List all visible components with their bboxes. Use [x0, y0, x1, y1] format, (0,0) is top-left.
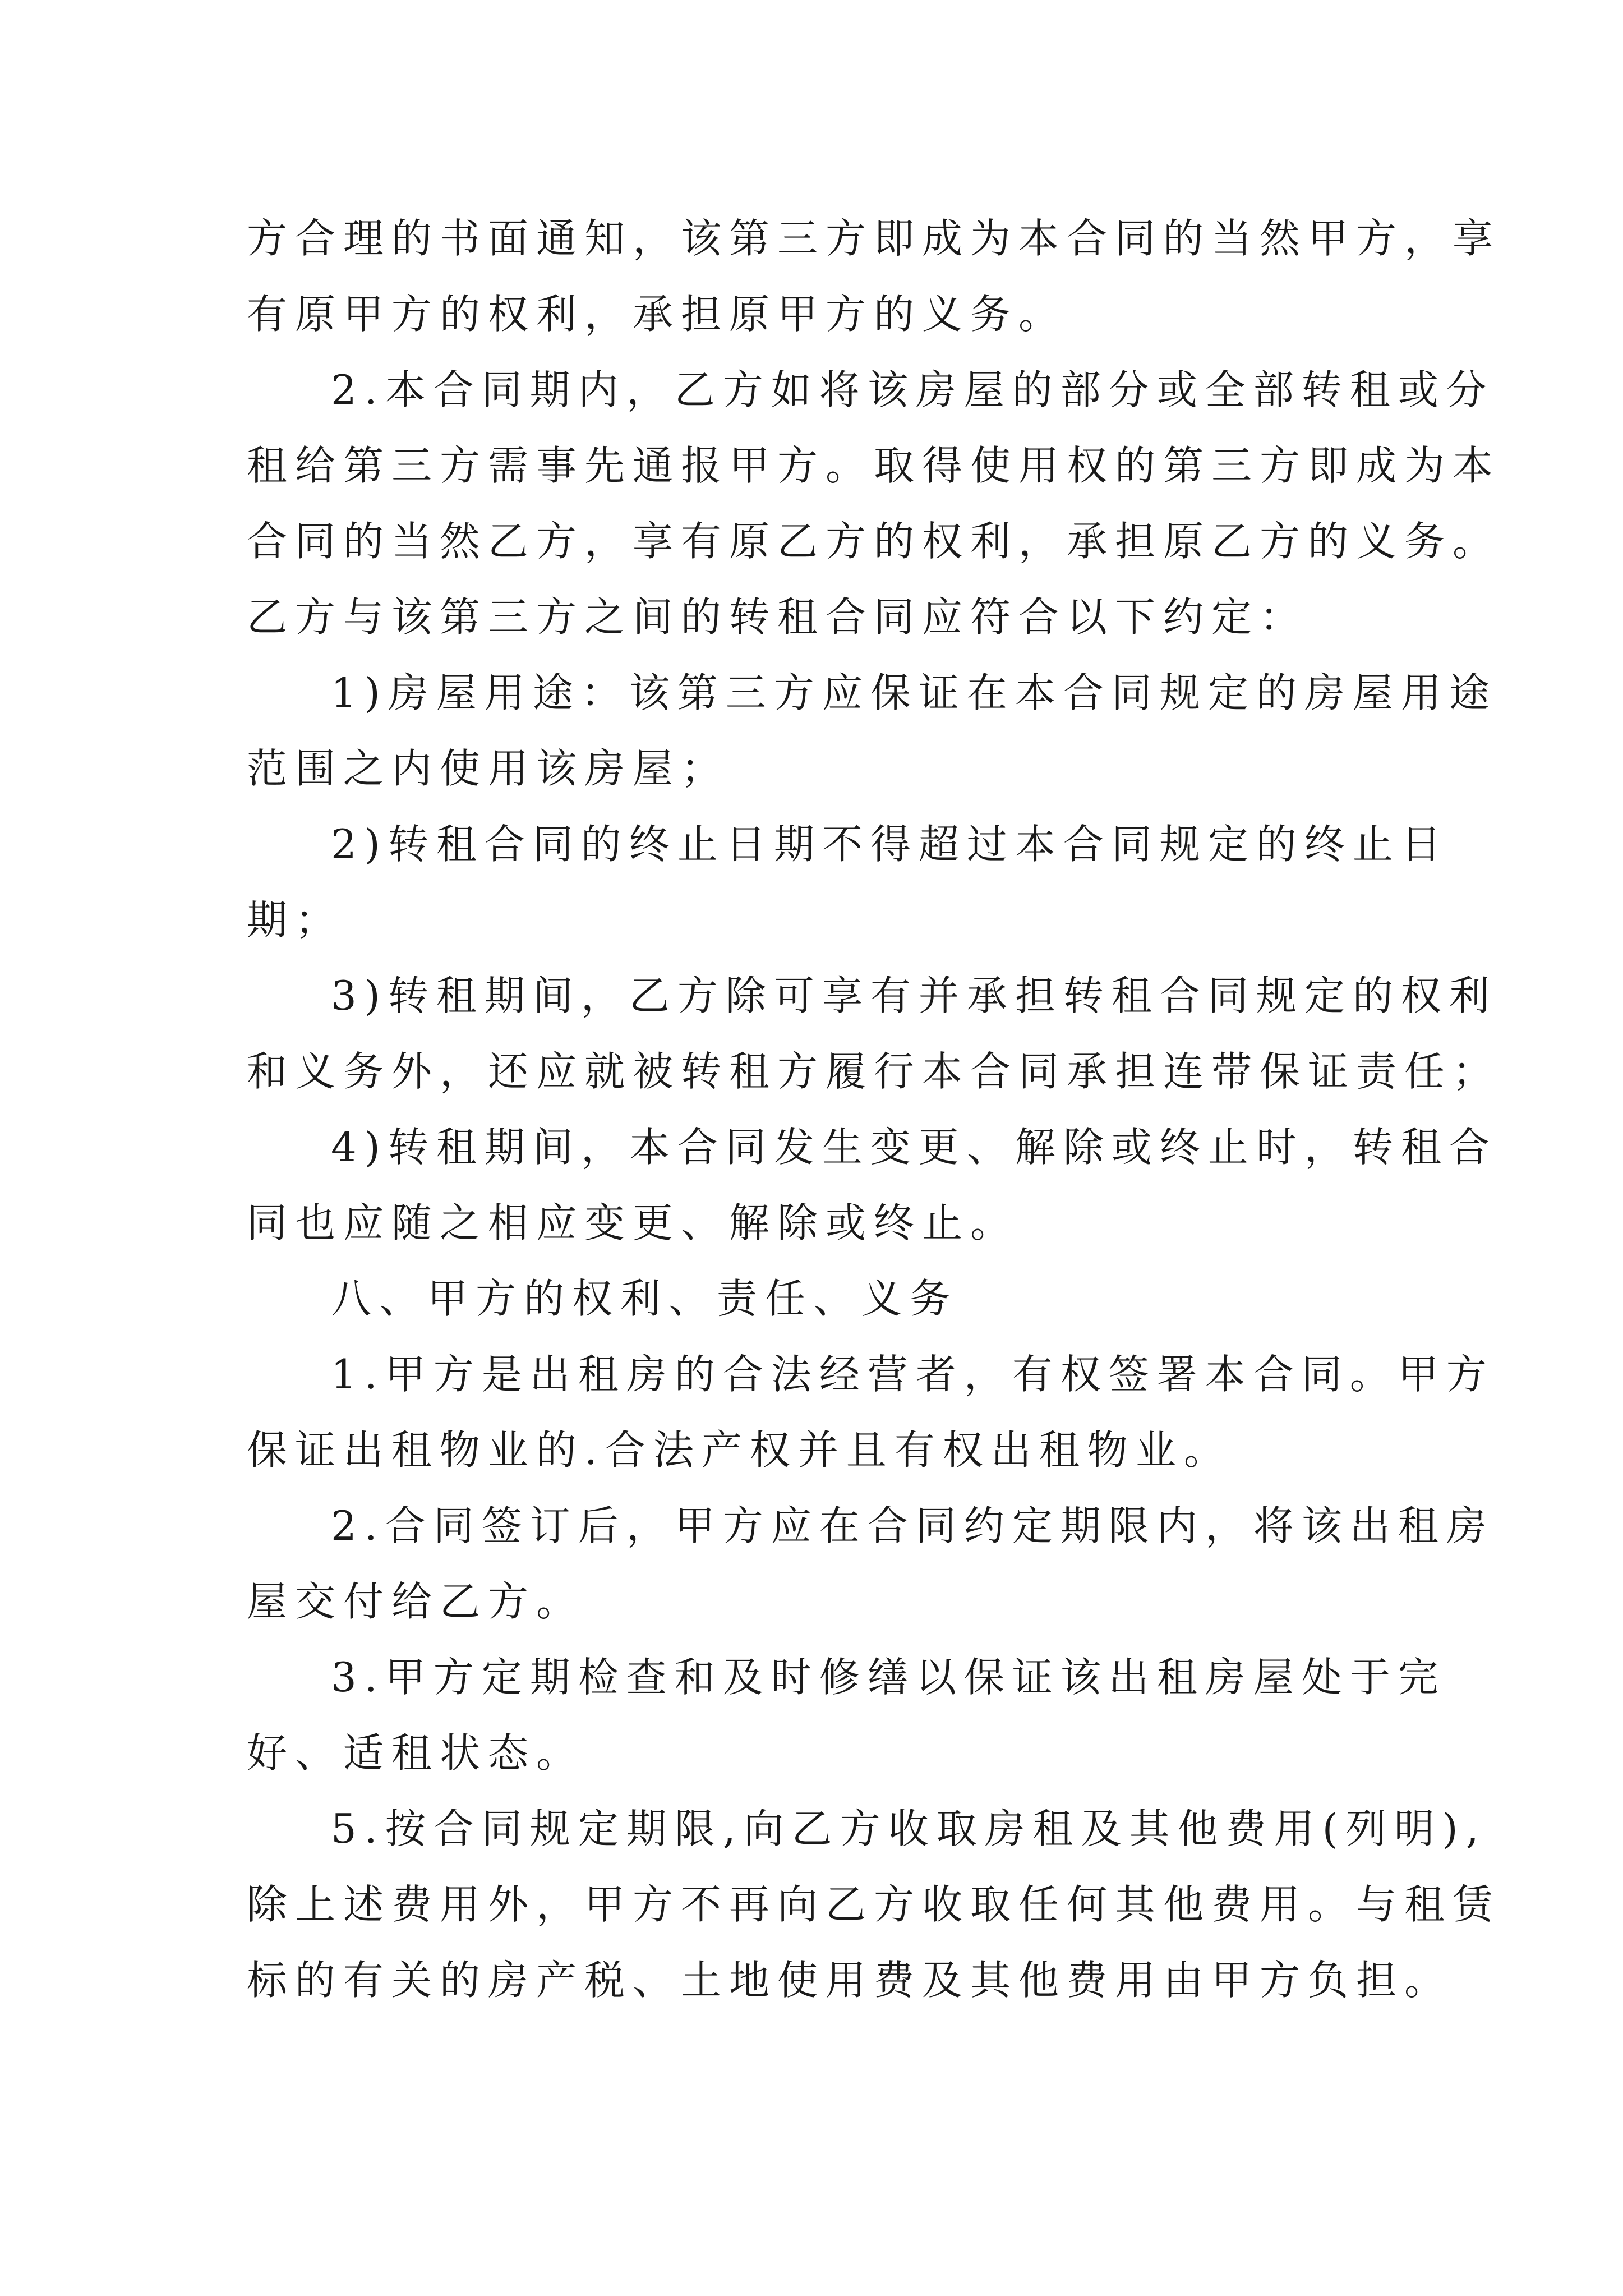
paragraph-start-line: 2.合同签订后，甲方应在合同约定期限内，将该出租房 — [331, 1502, 1495, 1549]
paragraph-start-line: 3.甲方定期检查和及时修缮以保证该出租房屋处于完 — [331, 1654, 1446, 1701]
paragraph-start-line: 2.本合同期内，乙方如将该房屋的部分或全部转租或分 — [331, 366, 1495, 413]
text-line: 租给第三方需事先通报甲方。取得使用权的第三方即成为本 — [247, 442, 1501, 489]
text-line: 屋交付给乙方。 — [247, 1578, 585, 1625]
paragraph-start-line: 1.甲方是出租房的合法经营者，有权签署本合同。甲方 — [331, 1351, 1495, 1398]
text-line: 范围之内使用该房屋； — [247, 745, 730, 792]
text-line: 方合理的书面通知，该第三方即成为本合同的当然甲方，享 — [247, 215, 1501, 262]
paragraph-start-line: 3)转租期间，乙方除可享有并承担转租合同规定的权利 — [331, 972, 1497, 1019]
paragraph-start-line: 4)转租期间，本合同发生变更、解除或终止时，转租合 — [331, 1124, 1497, 1171]
text-line: 有原甲方的权利，承担原甲方的义务。 — [247, 291, 1067, 338]
text-line: 合同的当然乙方，享有原乙方的权利，承担原乙方的义务。 — [247, 518, 1501, 565]
text-line: 同也应随之相应变更、解除或终止。 — [247, 1199, 1019, 1246]
paragraph-start-line: 5.按合同规定期限,向乙方收取房租及其他费用(列明), — [331, 1805, 1487, 1852]
text-line: 期； — [247, 896, 344, 944]
text-line: 标的有关的房产税、土地使用费及其他费用由甲方负担。 — [247, 1957, 1453, 2004]
section-heading: 八、甲方的权利、责任、义务 — [331, 1275, 958, 1322]
paragraph-start-line: 1)房屋用途：该第三方应保证在本合同规定的房屋用途 — [331, 669, 1497, 716]
text-line: 和义务外，还应就被转租方履行本合同承担连带保证责任； — [247, 1048, 1501, 1095]
text-line: 除上述费用外，甲方不再向乙方收取任何其他费用。与租赁 — [247, 1881, 1501, 1928]
text-line: 保证出租物业的.合法产权并且有权出租物业。 — [247, 1427, 1232, 1474]
paragraph-start-line: 2)转租合同的终止日期不得超过本合同规定的终止日 — [331, 821, 1449, 868]
text-line: 好、适租状态。 — [247, 1729, 585, 1777]
text-line: 乙方与该第三方之间的转租合同应符合以下约定： — [247, 593, 1308, 641]
